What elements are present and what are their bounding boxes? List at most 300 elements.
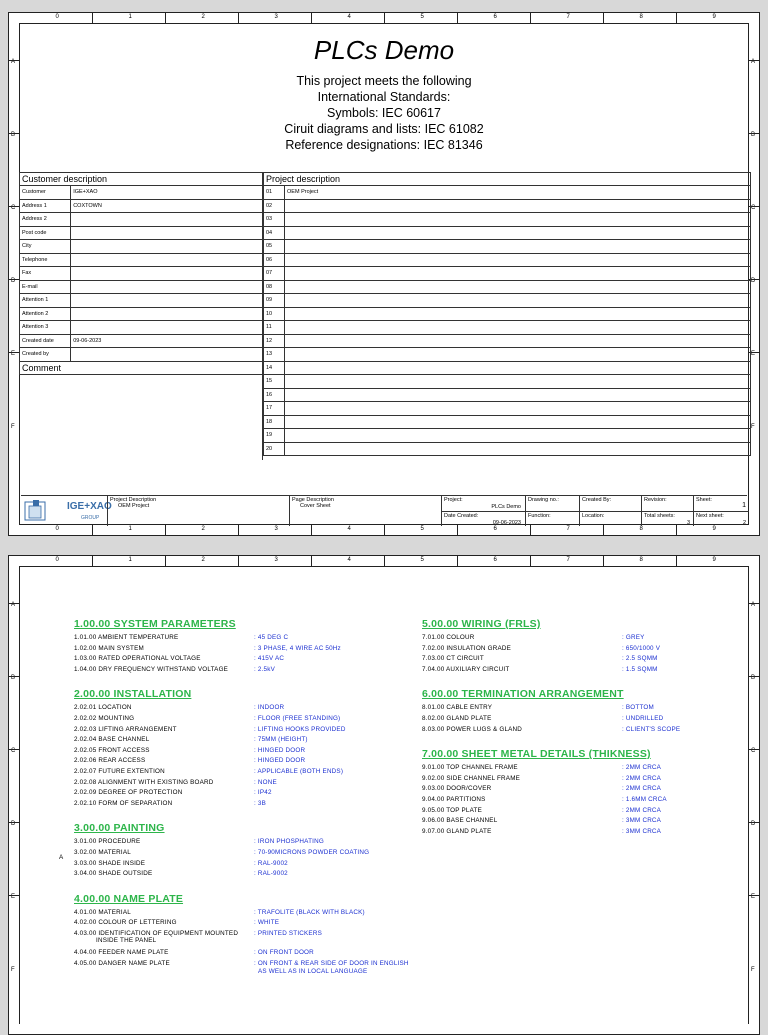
customer-description-table — [19, 172, 263, 460]
spec-value: : RAL-9002 — [254, 859, 288, 867]
ruler-tick — [384, 525, 385, 535]
spec-row — [422, 715, 664, 722]
ruler-tick — [676, 13, 677, 23]
next-sheet-value: 2 — [742, 520, 746, 526]
project-row — [264, 402, 751, 416]
customer-row — [20, 280, 263, 294]
spec-label: 2.02.02 MOUNTING — [74, 715, 135, 722]
spec-row — [422, 644, 661, 652]
customer-field-value — [71, 307, 263, 321]
spec-value: : APPLICABLE (BOTH ENDS) — [254, 768, 344, 775]
spec-row — [422, 806, 662, 814]
sheet-value: 1 — [742, 502, 746, 509]
spec-row — [74, 704, 285, 712]
project-row-number: 13 — [264, 348, 285, 362]
spec-label: 8.01.00 CABLE ENTRY — [422, 704, 493, 712]
spec-row — [422, 634, 645, 641]
project-row-value — [285, 415, 751, 429]
spec-value: : IRON PHOSPHATING — [254, 838, 324, 846]
customer-field-label: Created by — [20, 348, 71, 362]
section-heading: 2.00.00 INSTALLATION — [74, 688, 192, 701]
page-description-value: Cover Sheet — [300, 503, 331, 509]
customer-field-label: Fax — [20, 267, 71, 281]
page-description-cell — [289, 496, 441, 526]
project-row-number: 18 — [264, 415, 285, 429]
standards-line: This project meets the following — [296, 74, 472, 88]
project-row-number: 01 — [264, 186, 285, 200]
spec-value: : INDOOR — [254, 704, 285, 712]
row-marker: C — [751, 748, 756, 754]
project-row — [264, 415, 751, 429]
ruler-tick — [749, 603, 759, 604]
customer-field-value — [71, 348, 263, 362]
customer-row — [20, 307, 263, 321]
field-label: Next sheet: — [696, 513, 724, 519]
project-row-value — [285, 321, 751, 335]
ruler-tick — [749, 676, 759, 677]
ruler-tick — [457, 556, 458, 566]
ruler-tick — [92, 525, 93, 535]
project-cell — [441, 496, 525, 511]
spec-label: 2.02.03 LIFTING ARRANGEMENT — [74, 725, 177, 733]
spec-label: 7.03.00 CT CIRCUIT — [422, 655, 484, 663]
row-marker: F — [11, 424, 15, 430]
row-ruler-right — [748, 566, 759, 1024]
drawing-no-cell — [525, 496, 579, 511]
spec-row — [74, 859, 288, 867]
spec-value: : IP42 — [254, 789, 272, 797]
row-marker: A — [11, 59, 16, 65]
project-row-number: 20 — [264, 442, 285, 456]
project-row — [264, 361, 751, 375]
comment-header: Comment — [20, 361, 263, 374]
project-row-value: OEM Project — [285, 186, 751, 200]
column-ruler-top: 0 1 2 3 4 5 6 7 8 9 — [19, 13, 749, 24]
section-heading: 3.00.00 PAINTING — [74, 822, 165, 835]
spec-label: 2.02.01 LOCATION — [74, 704, 132, 712]
project-row-number: 05 — [264, 240, 285, 254]
spec-row — [74, 715, 341, 722]
spec-label: 4.01.00 MATERIAL — [74, 908, 131, 916]
field-label: Page Description — [292, 497, 334, 503]
standards-line: Symbols: IEC 60617 — [327, 106, 441, 120]
ruler-tick — [384, 13, 385, 23]
ruler-tick — [457, 525, 458, 535]
ruler-tick — [311, 525, 312, 535]
spec-value: : ON FRONT & REAR SIDE OF DOOR IN ENGLISH — [254, 959, 409, 967]
spec-label: 9.05.00 TOP PLATE — [422, 806, 482, 814]
spec-label: 2.02.05 FRONT ACCESS — [74, 746, 150, 754]
spec-value: : HINGED DOOR — [254, 757, 306, 765]
project-row — [264, 253, 751, 267]
customer-row — [20, 267, 263, 281]
spec-row — [422, 796, 667, 803]
spec-value: : 1.6MM CRCA — [622, 796, 667, 803]
spec-value: : CLIENT'S SCOPE — [622, 725, 681, 733]
spec-value: : ON FRONT DOOR — [254, 948, 314, 956]
customer-field-value: COXTOWN — [71, 199, 263, 213]
row-marker: D — [751, 821, 756, 827]
customer-row — [20, 321, 263, 335]
project-row — [264, 321, 751, 335]
customer-field-label: Telephone — [20, 253, 71, 267]
spec-row — [74, 948, 314, 956]
spec-row — [422, 665, 658, 673]
spec-label: 8.03.00 POWER LUGS & GLAND — [422, 725, 523, 733]
spec-label: 1.03.00 RATED OPERATIONAL VOLTAGE — [74, 655, 201, 663]
customer-field-value — [71, 240, 263, 254]
field-label: Drawing no.: — [528, 497, 559, 503]
spec-label: 2.02.04 BASE CHANNEL — [74, 736, 150, 744]
project-row — [264, 267, 751, 281]
spec-row — [74, 746, 306, 754]
field-label: Revision: — [644, 497, 667, 503]
customer-field-value — [71, 253, 263, 267]
spec-row — [74, 757, 306, 765]
spec-row — [74, 838, 324, 846]
field-label: Project Description — [110, 497, 157, 503]
project-description-header: Project description — [264, 173, 751, 186]
ruler-tick — [603, 556, 604, 566]
standards-block — [9, 73, 759, 153]
sheet-cell — [693, 496, 749, 511]
spec-value: : 1.5 SQMM — [622, 665, 658, 673]
spec-value: : 2MM CRCA — [622, 764, 662, 772]
total-sheets-value: 3 — [686, 520, 690, 526]
row-marker: F — [751, 424, 755, 430]
spec-label: 3.02.00 MATERIAL — [74, 849, 131, 856]
project-row-number: 10 — [264, 307, 285, 321]
ruler-tick — [603, 525, 604, 535]
revision-cell — [641, 496, 693, 511]
row-marker: E — [11, 894, 16, 900]
spec-row — [74, 870, 288, 878]
customer-field-label: Address 2 — [20, 213, 71, 227]
column-ruler-top: 0 1 2 3 4 5 6 7 8 9 — [19, 556, 749, 567]
project-row — [264, 294, 751, 308]
spec-label-continued: INSIDE THE PANEL — [96, 937, 157, 944]
section-heading: 4.00.00 NAME PLATE — [74, 892, 184, 905]
customer-field-label: E-mail — [20, 280, 71, 294]
spec-value: : 415V AC — [254, 655, 285, 663]
ruler-tick — [603, 13, 604, 23]
row-ruler-left — [9, 566, 20, 1024]
project-row-number: 04 — [264, 226, 285, 240]
field-label: Sheet: — [696, 497, 712, 503]
spec-row — [74, 778, 277, 786]
project-row-value — [285, 294, 751, 308]
spec-row — [74, 789, 272, 797]
row-marker: E — [751, 351, 756, 357]
spec-row — [74, 665, 276, 673]
spec-label: 9.04.00 PARTITIONS — [422, 796, 486, 803]
date-created-value: 09-06-2023 — [492, 520, 521, 526]
spec-value: : LIFTING HOOKS PROVIDED — [254, 725, 346, 733]
project-description-cell — [107, 496, 289, 526]
spec-value: : GREY — [622, 634, 645, 641]
total-sheets-cell — [641, 511, 693, 526]
project-row — [264, 280, 751, 294]
project-description-value: OEM Project — [118, 503, 150, 509]
field-label: Total sheets: — [644, 513, 675, 519]
project-row — [264, 348, 751, 362]
project-row-value — [285, 240, 751, 254]
project-row-value — [285, 199, 751, 213]
customer-field-label: Post code — [20, 226, 71, 240]
project-row — [264, 213, 751, 227]
ruler-tick — [165, 525, 166, 535]
ruler-tick — [238, 556, 239, 566]
spec-label: 9.03.00 DOOR/COVER — [422, 785, 492, 793]
spec-row — [74, 655, 285, 663]
comment-area — [20, 374, 263, 460]
row-marker: B — [11, 132, 16, 138]
customer-field-value — [71, 294, 263, 308]
ruler-tick — [530, 525, 531, 535]
customer-field-value — [71, 226, 263, 240]
project-row-number: 17 — [264, 402, 285, 416]
spec-label: 2.02.10 FORM OF SEPARATION — [74, 799, 173, 807]
function-cell — [525, 511, 579, 526]
project-description-table — [263, 172, 751, 456]
spec-label: 7.01.00 COLOUR — [422, 634, 475, 641]
spec-label: 4.02.00 COLOUR OF LETTERING — [74, 919, 177, 927]
standards-line: International Standards: — [317, 90, 451, 104]
project-value: PLCs Demo — [491, 504, 521, 510]
spec-label: 2.02.09 DEGREE OF PROTECTION — [74, 789, 183, 797]
project-row-value — [285, 334, 751, 348]
field-label: Created By: — [582, 497, 612, 503]
spec-value: : 2MM CRCA — [622, 785, 662, 793]
spec-row — [74, 736, 308, 744]
ruler-tick — [749, 822, 759, 823]
project-row — [264, 240, 751, 254]
spec-value: : BOTTOM — [622, 704, 654, 712]
spec-label: 9.07.00 GLAND PLATE — [422, 827, 492, 835]
row-marker: C — [11, 205, 16, 211]
company-logo — [23, 498, 112, 524]
row-marker: A — [11, 602, 16, 608]
customer-row — [20, 240, 263, 254]
comment-box — [20, 374, 263, 460]
spec-label: 4.04.00 FEEDER NAME PLATE — [74, 948, 169, 956]
project-row-value — [285, 348, 751, 362]
ruler-tick — [9, 822, 19, 823]
project-row-value — [285, 253, 751, 267]
project-row-number: 03 — [264, 213, 285, 227]
spec-value: : 75MM (HEIGHT) — [254, 736, 308, 744]
spec-row — [422, 704, 654, 712]
row-marker: E — [751, 894, 756, 900]
spec-label: 4.03.00 IDENTIFICATION OF EQUIPMENT MOUNTED — [74, 930, 239, 937]
row-marker: E — [11, 351, 16, 357]
next-sheet-cell — [693, 511, 749, 526]
row-marker: B — [751, 675, 756, 681]
location-cell — [579, 511, 641, 526]
project-row-number: 14 — [264, 361, 285, 375]
ruler-tick — [311, 556, 312, 566]
customer-row — [20, 213, 263, 227]
project-row-number: 16 — [264, 388, 285, 402]
ruler-tick — [238, 13, 239, 23]
ruler-tick — [165, 556, 166, 566]
project-row — [264, 388, 751, 402]
customer-row — [20, 199, 263, 213]
spec-row — [422, 774, 662, 782]
ruler-tick — [530, 556, 531, 566]
project-row-value — [285, 280, 751, 294]
spec-value: : UNDRILLED — [622, 715, 664, 722]
ruler-tick — [9, 603, 19, 604]
logo-subtext: GROUP — [81, 515, 100, 521]
project-row-number: 19 — [264, 429, 285, 443]
customer-field-value — [71, 280, 263, 294]
spec-row — [74, 644, 341, 652]
customer-field-label: Attention 3 — [20, 321, 71, 335]
ruler-tick — [530, 13, 531, 23]
customer-field-label: Address 1 — [20, 199, 71, 213]
spec-label: 3.04.00 SHADE OUTSIDE — [74, 870, 153, 878]
project-row-value — [285, 213, 751, 227]
project-row-value — [285, 226, 751, 240]
project-row-number: 06 — [264, 253, 285, 267]
project-row-value — [285, 429, 751, 443]
project-row-value — [285, 267, 751, 281]
spec-row — [74, 930, 322, 944]
project-row-value — [285, 361, 751, 375]
spec-value-continued: AS WELL AS IN LOCAL LANGUAGE — [258, 967, 368, 975]
spec-row — [74, 768, 344, 775]
spec-value: : NONE — [254, 778, 277, 786]
section-heading: 7.00.00 SHEET METAL DETAILS (THIKNESS) — [422, 748, 651, 761]
stray-mark: A — [59, 854, 64, 861]
spec-label: 7.02.00 INSULATION GRADE — [422, 644, 512, 652]
project-row — [264, 186, 751, 200]
ruler-tick — [676, 556, 677, 566]
ruler-tick — [676, 525, 677, 535]
spec-value: : 3MM CRCA — [622, 827, 662, 835]
spec-row — [422, 827, 662, 835]
spec-label: 9.01.00 TOP CHANNEL FRAME — [422, 764, 518, 772]
spec-row — [422, 725, 681, 733]
customer-field-label: Created date — [20, 334, 71, 348]
ruler-tick — [9, 279, 19, 280]
project-row — [264, 442, 751, 456]
cover-sheet — [8, 12, 760, 536]
project-row-number: 08 — [264, 280, 285, 294]
spec-row — [74, 799, 267, 807]
row-marker: B — [751, 132, 756, 138]
customer-field-label: Customer — [20, 186, 71, 200]
project-row-value — [285, 388, 751, 402]
section-heading: 5.00.00 WIRING (FRLS) — [422, 618, 541, 630]
customer-description-header: Customer description — [20, 173, 263, 186]
customer-row — [20, 334, 263, 348]
spec-value: : 3B — [254, 799, 267, 807]
spec-label: 4.05.00 DANGER NAME PLATE — [74, 959, 170, 967]
project-row — [264, 307, 751, 321]
spec-label: 7.04.00 AUXILIARY CIRCUIT — [422, 665, 510, 673]
row-marker: A — [751, 602, 756, 608]
spec-value: : 2.5 SQMM — [622, 655, 658, 663]
project-row — [264, 226, 751, 240]
spec-row — [74, 725, 346, 733]
spec-value: : PRINTED STICKERS — [254, 930, 322, 937]
project-row-number: 07 — [264, 267, 285, 281]
customer-row — [20, 253, 263, 267]
project-row-number: 09 — [264, 294, 285, 308]
row-marker: F — [11, 967, 15, 973]
project-row-value — [285, 442, 751, 456]
standards-line: Ciruit diagrams and lists: IEC 61082 — [284, 122, 484, 136]
spec-value: : 70-90MICRONS POWDER COATING — [254, 849, 370, 856]
project-row — [264, 199, 751, 213]
title-block — [21, 495, 747, 526]
field-label: Date Created: — [444, 513, 479, 519]
spec-row — [74, 908, 365, 916]
customer-header-row — [20, 173, 263, 186]
specification-sheet — [8, 555, 760, 1035]
spec-row — [74, 919, 280, 927]
row-marker: C — [751, 205, 756, 211]
date-created-cell — [441, 511, 525, 526]
section-heading: 1.00.00 SYSTEM PARAMETERS — [74, 618, 236, 630]
spec-label: 3.01.00 PROCEDURE — [74, 838, 141, 846]
ruler-tick — [311, 13, 312, 23]
comment-header-row — [20, 361, 263, 374]
row-marker: D — [751, 278, 756, 284]
ruler-tick — [9, 895, 19, 896]
column-ruler-bottom: 0 1 2 3 4 5 6 7 8 9 — [19, 524, 749, 535]
ruler-tick — [9, 676, 19, 677]
row-marker: D — [11, 278, 16, 284]
spec-row — [422, 817, 662, 825]
project-row-value — [285, 307, 751, 321]
spec-value: : FLOOR (FREE STANDING) — [254, 715, 341, 722]
customer-field-value: IGE+XAO — [71, 186, 263, 200]
project-row-number: 11 — [264, 321, 285, 335]
spec-row — [74, 634, 289, 641]
ruler-tick — [457, 13, 458, 23]
customer-row — [20, 226, 263, 240]
customer-field-label: Attention 2 — [20, 307, 71, 321]
row-marker: D — [11, 821, 16, 827]
ruler-tick — [749, 895, 759, 896]
spec-label: 1.01.00 AMBIENT TEMPERATURE — [74, 634, 179, 641]
field-label: Project: — [444, 497, 463, 503]
project-title: PLCs Demo — [313, 35, 455, 65]
spec-label: 3.03.00 SHADE INSIDE — [74, 859, 146, 867]
spec-row — [422, 785, 662, 793]
ruler-tick — [9, 749, 19, 750]
field-label: Location: — [582, 513, 605, 519]
project-row-value — [285, 402, 751, 416]
spec-value: : 45 DEG C — [254, 634, 289, 641]
spec-label: 9.06.00 BASE CHANNEL — [422, 817, 498, 825]
project-row — [264, 429, 751, 443]
spec-label: 8.02.00 GLAND PLATE — [422, 715, 492, 722]
spec-row — [422, 655, 658, 663]
ruler-tick — [165, 13, 166, 23]
spec-row — [74, 849, 370, 856]
customer-field-label: City — [20, 240, 71, 254]
ruler-tick — [238, 525, 239, 535]
row-marker: A — [751, 59, 756, 65]
spec-label: 2.02.06 REAR ACCESS — [74, 757, 146, 765]
spec-value: : 3MM CRCA — [622, 817, 662, 825]
spec-row — [74, 959, 409, 975]
spec-label: 2.02.07 FUTURE EXTENTION — [74, 768, 165, 775]
